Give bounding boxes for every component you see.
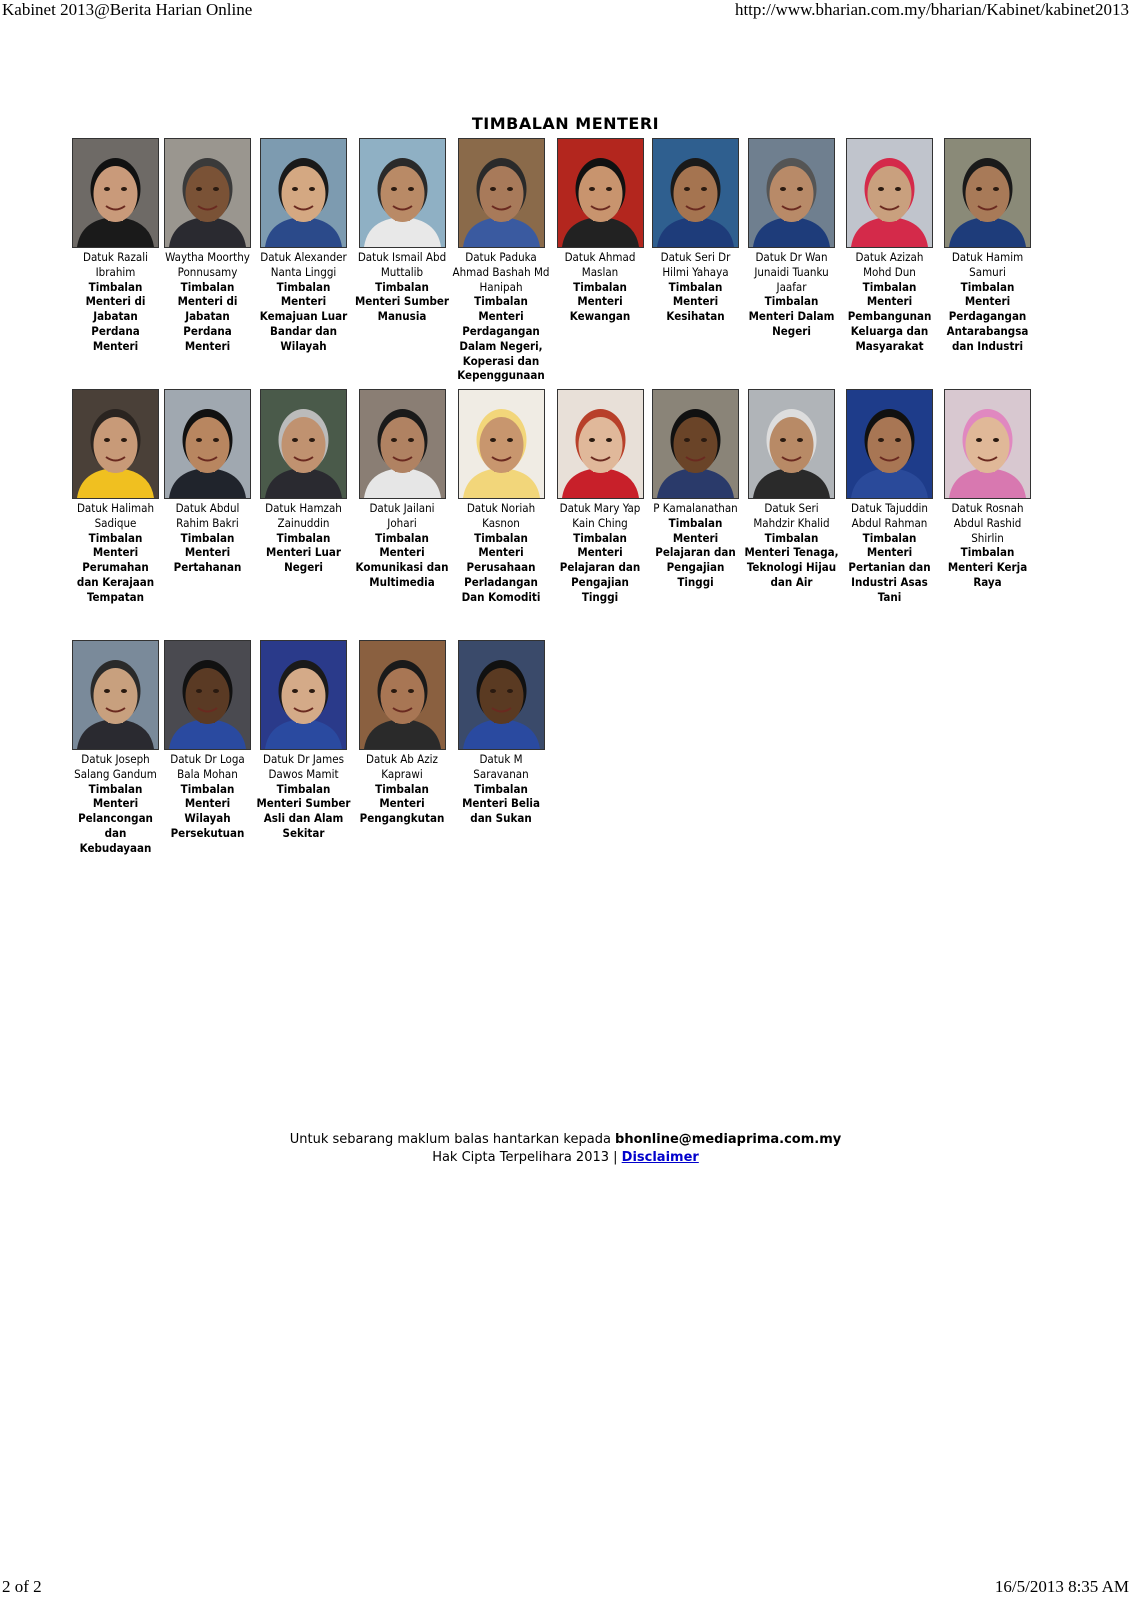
minister-portrait — [557, 389, 644, 499]
minister-card — [742, 389, 841, 640]
minister-role: Timbalan Menteri di Jabatan Perdana Menteri — [177, 279, 238, 353]
portrait-illustration — [360, 139, 445, 247]
minister-portrait — [72, 389, 159, 499]
minister-card — [254, 138, 353, 389]
minister-name: Datuk Tajuddin Abdul Rahman — [851, 501, 928, 530]
minister-portrait — [164, 138, 251, 248]
minister-name: Datuk Halimah Sadique — [76, 501, 155, 530]
minister-portrait — [458, 389, 545, 499]
portrait-illustration — [459, 390, 544, 498]
portrait-illustration — [165, 641, 250, 749]
minister-card — [938, 138, 1037, 389]
minister-name: Datuk M Saravanan — [473, 752, 529, 781]
minister-grid — [70, 138, 1037, 891]
minister-name: Datuk Jailani Johari — [369, 501, 435, 530]
minister-card — [353, 389, 451, 640]
minister-portrait — [72, 138, 159, 248]
portrait-illustration — [558, 390, 643, 498]
minister-portrait — [72, 640, 159, 750]
minister-portrait — [944, 389, 1031, 499]
minister-name: Datuk Noriah Kasnon — [466, 501, 536, 530]
minister-role: Timbalan Menteri Luar Negeri — [266, 530, 341, 575]
portrait-illustration — [847, 139, 932, 247]
minister-name: Datuk Razali Ibrahim — [83, 250, 148, 279]
minister-name: Datuk Azizah Mohd Dun — [855, 250, 924, 279]
minister-card — [938, 389, 1037, 640]
minister-role: Timbalan Menteri Perdagangan Dalam Negeri, Koperasi dan Kepenggunaan — [457, 294, 545, 383]
minister-name: Datuk Rosnah Abdul Rashid Shirlin — [951, 501, 1024, 545]
minister-portrait — [944, 138, 1031, 248]
minister-name: Datuk Ismail Abd Muttalib — [357, 250, 447, 279]
copyright-line — [0, 1149, 1131, 1167]
minister-role: Timbalan Menteri Dalam Negeri — [748, 294, 835, 338]
minister-card — [841, 389, 938, 640]
minister-card — [254, 640, 353, 891]
minister-portrait — [260, 389, 347, 499]
minister-name: Datuk Mary Yap Kain Ching — [559, 501, 641, 530]
minister-role: Timbalan Menteri Perusahaan Perladangan Dan Komoditi — [461, 530, 541, 604]
minister-role: Timbalan Menteri Pelancongan dan Kebudayaan — [78, 781, 153, 855]
feedback-text: Untuk sebarang maklum balas hantarkan kepada — [289, 1132, 616, 1147]
minister-name: Datuk Alexander Nanta Linggi — [260, 250, 347, 279]
minister-name: Datuk Hamim Samuri — [951, 250, 1024, 279]
portrait-illustration — [558, 139, 643, 247]
portrait-illustration — [459, 641, 544, 749]
portrait-illustration — [360, 390, 445, 498]
feedback-line — [0, 1131, 1131, 1149]
minister-role: Timbalan Menteri Belia dan Sukan — [462, 781, 540, 826]
print-page-number: 2 of 2 — [2, 1577, 42, 1596]
disclaimer-link[interactable]: Disclaimer — [621, 1150, 699, 1165]
minister-portrait — [846, 389, 933, 499]
minister-role: Timbalan Menteri Kerja Raya — [947, 545, 1028, 589]
print-page-url: http://www.bharian.com.my/bharian/Kabinet/kabinet2013 — [734, 0, 1129, 19]
minister-role: Timbalan Menteri Tenaga, Teknologi Hijau dan Air — [744, 530, 839, 589]
portrait-illustration — [945, 139, 1030, 247]
portrait-illustration — [261, 139, 346, 247]
minister-name: Datuk Dr Loga Bala Mohan — [170, 752, 245, 781]
portrait-illustration — [73, 139, 158, 247]
minister-name: Waytha Moorthy Ponnusamy — [165, 250, 250, 279]
minister-card — [353, 640, 451, 891]
minister-role: Timbalan Menteri Kewangan — [569, 279, 631, 324]
minister-role: Timbalan Menteri Pertanian dan Industri Asas Tani — [848, 530, 931, 604]
minister-name: Datuk Dr Wan Junaidi Tuanku Jaafar — [754, 250, 829, 294]
minister-name: Datuk Hamzah Zainuddin — [265, 501, 342, 530]
minister-portrait — [652, 138, 739, 248]
print-header — [0, 0, 1131, 20]
minister-portrait — [164, 389, 251, 499]
minister-name: P Kamalanathan — [653, 501, 738, 515]
minister-card — [742, 138, 841, 389]
portrait-illustration — [653, 390, 738, 498]
portrait-illustration — [165, 390, 250, 498]
minister-portrait — [846, 138, 933, 248]
minister-card — [254, 389, 353, 640]
minister-card — [161, 138, 254, 389]
minister-card — [841, 138, 938, 389]
minister-card — [451, 640, 551, 891]
minister-card — [649, 138, 742, 389]
portrait-illustration — [360, 641, 445, 749]
minister-role: Timbalan Menteri Sumber Manusia — [354, 279, 450, 324]
minister-name: Datuk Dr James Dawos Mamit — [263, 752, 344, 781]
minister-role: Timbalan Menteri di Jabatan Perdana Menteri — [85, 279, 146, 353]
minister-role: Timbalan Menteri Komunikasi dan Multimedia — [355, 530, 449, 589]
minister-name: Datuk Paduka Ahmad Bashah Md Hanipah — [452, 250, 550, 294]
copyright-text: Hak Cipta Terpelihara 2013 | — [432, 1150, 622, 1165]
minister-portrait — [164, 640, 251, 750]
minister-portrait — [260, 138, 347, 248]
minister-name: Datuk Abdul Rahim Bakri — [175, 501, 240, 530]
print-page-title: Kabinet 2013@Berita Harian Online — [2, 0, 253, 19]
portrait-illustration — [459, 139, 544, 247]
minister-role: Timbalan Menteri Pengangkutan — [359, 781, 445, 826]
minister-card — [70, 138, 161, 389]
minister-card — [161, 640, 254, 891]
minister-card — [649, 389, 742, 640]
minister-name: Datuk Ab Aziz Kaprawi — [366, 752, 438, 781]
minister-card — [551, 389, 649, 640]
minister-role: Timbalan Menteri Wilayah Persekutuan — [170, 781, 245, 840]
portrait-illustration — [73, 390, 158, 498]
feedback-email: bhonline@mediaprima.com.my — [615, 1132, 842, 1147]
minister-role: Timbalan Menteri Perumahan dan Kerajaan Tempatan — [76, 530, 155, 604]
minister-name: Datuk Seri Dr Hilmi Yahaya — [660, 250, 731, 279]
minister-role: Timbalan Menteri Pelajaran dan Pengajian Tinggi — [559, 530, 641, 604]
minister-card — [451, 389, 551, 640]
portrait-illustration — [73, 641, 158, 749]
minister-portrait — [458, 640, 545, 750]
portrait-illustration — [847, 390, 932, 498]
minister-portrait — [458, 138, 545, 248]
minister-card — [70, 389, 161, 640]
minister-name: Datuk Joseph Salang Gandum — [74, 752, 157, 781]
minister-card — [353, 138, 451, 389]
minister-portrait — [359, 138, 446, 248]
minister-portrait — [652, 389, 739, 499]
minister-role: Timbalan Menteri Perdagangan Antarabangsa dan Industri — [946, 279, 1029, 353]
minister-role: Timbalan Menteri Sumber Asli dan Alam Sekitar — [256, 781, 351, 840]
minister-card — [161, 389, 254, 640]
minister-portrait — [359, 640, 446, 750]
section-title: TIMBALAN MENTERI — [471, 114, 660, 133]
minister-portrait — [748, 138, 835, 248]
minister-role: Timbalan Menteri Kesihatan — [666, 279, 725, 324]
minister-portrait — [359, 389, 446, 499]
minister-name: Datuk Ahmad Maslan — [564, 250, 636, 279]
portrait-illustration — [749, 390, 834, 498]
minister-name: Datuk Seri Mahdzir Khalid — [753, 501, 830, 530]
portrait-illustration — [653, 139, 738, 247]
minister-card — [70, 640, 161, 891]
minister-portrait — [748, 389, 835, 499]
portrait-illustration — [261, 641, 346, 749]
print-datetime: 16/5/2013 8:35 AM — [994, 1577, 1129, 1596]
minister-role: Timbalan Menteri Pertahanan — [173, 530, 242, 575]
print-footer — [0, 1577, 1131, 1597]
portrait-illustration — [749, 139, 834, 247]
minister-portrait — [557, 138, 644, 248]
minister-card — [451, 138, 551, 389]
minister-role: Timbalan Menteri Kemajuan Luar Bandar dan Wilayah — [259, 279, 348, 353]
portrait-illustration — [165, 139, 250, 247]
portrait-illustration — [945, 390, 1030, 498]
minister-portrait — [260, 640, 347, 750]
minister-card — [551, 138, 649, 389]
portrait-illustration — [261, 390, 346, 498]
feedback-footer — [0, 1131, 1131, 1167]
minister-role: Timbalan Menteri Pelajaran dan Pengajian Tinggi — [655, 515, 736, 589]
minister-role: Timbalan Menteri Pembangunan Keluarga dan Masyarakat — [847, 279, 932, 353]
